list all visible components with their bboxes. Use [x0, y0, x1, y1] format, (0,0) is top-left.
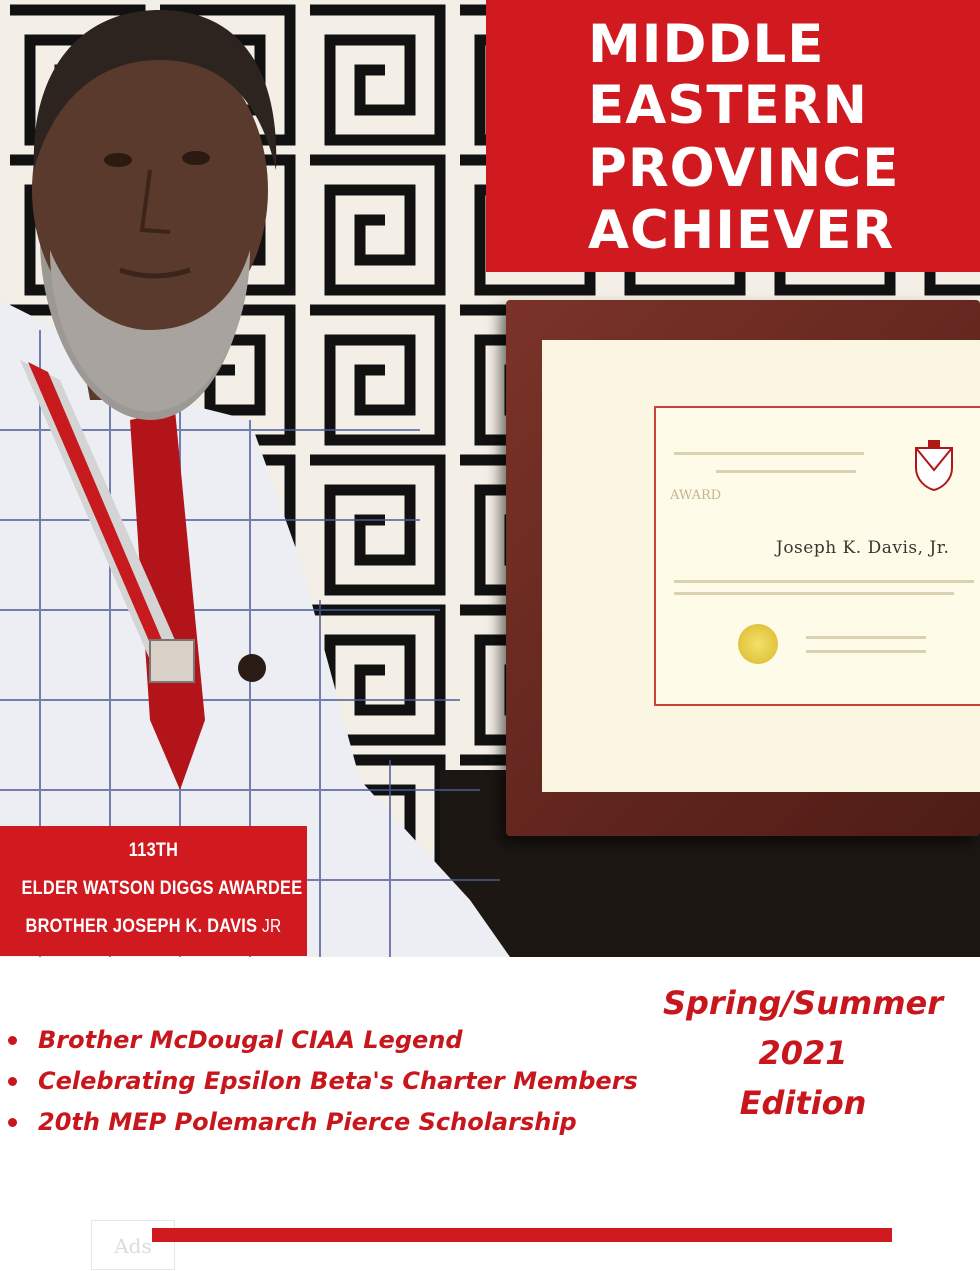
bullet-icon: [8, 1118, 17, 1127]
fraternity-crest-icon: [912, 440, 956, 492]
certificate-text-line: [674, 452, 864, 455]
awardee-name: BROTHER JOSEPH K. DAVIS: [25, 916, 258, 937]
certificate-text-line: [716, 470, 856, 473]
awardee-portrait: [0, 0, 520, 957]
certificate: [654, 406, 980, 706]
certificate-text-line: [674, 580, 974, 583]
title-line-3: PROVINCE: [588, 138, 900, 199]
certificate-recipient: Joseph K. Davis, Jr.: [776, 538, 950, 558]
edition-label: [650, 978, 956, 1128]
title-line-2: EASTERN: [588, 75, 868, 136]
highlight-text: Brother McDougal CIAA Legend: [38, 1026, 463, 1054]
highlight-text: Celebrating Epsilon Beta's Charter Members: [38, 1067, 638, 1095]
highlight-text: 20th MEP Polemarch Pierce Scholarship: [38, 1108, 577, 1136]
edition-season: Spring/Summer: [662, 984, 944, 1022]
certificate-award: AWARD: [670, 488, 722, 503]
awardee-caption: [0, 826, 307, 956]
certificate-text-line: [674, 592, 954, 595]
awardee-name-line: [21, 916, 285, 938]
list-item: [0, 1061, 638, 1102]
footer-red-bar: [152, 1228, 892, 1242]
awardee-award-name: ELDER WATSON DIGGS AWARDEE: [21, 878, 303, 899]
certificate-mat: [542, 340, 980, 792]
bullet-icon: [8, 1036, 17, 1045]
title-line-1: MIDDLE: [588, 14, 825, 75]
awardee-name-suffix: JR: [262, 916, 282, 936]
certificate-frame: [506, 300, 980, 836]
list-item: [0, 1020, 638, 1061]
edition-year: 2021: [758, 1034, 848, 1072]
bullet-icon: [8, 1077, 17, 1086]
gold-seal-icon: [738, 624, 778, 664]
highlights-list: [0, 1020, 638, 1143]
certificate-text-line: [806, 650, 926, 653]
ads-label[interactable]: Ads: [91, 1220, 175, 1270]
list-item: [0, 1102, 638, 1143]
awardee-ordinal: 113TH: [128, 840, 179, 861]
certificate-text-line: [806, 636, 926, 639]
magazine-title-block: [486, 0, 980, 272]
edition-text: Edition: [739, 1084, 867, 1122]
title-line-4: ACHIEVER: [588, 200, 895, 261]
